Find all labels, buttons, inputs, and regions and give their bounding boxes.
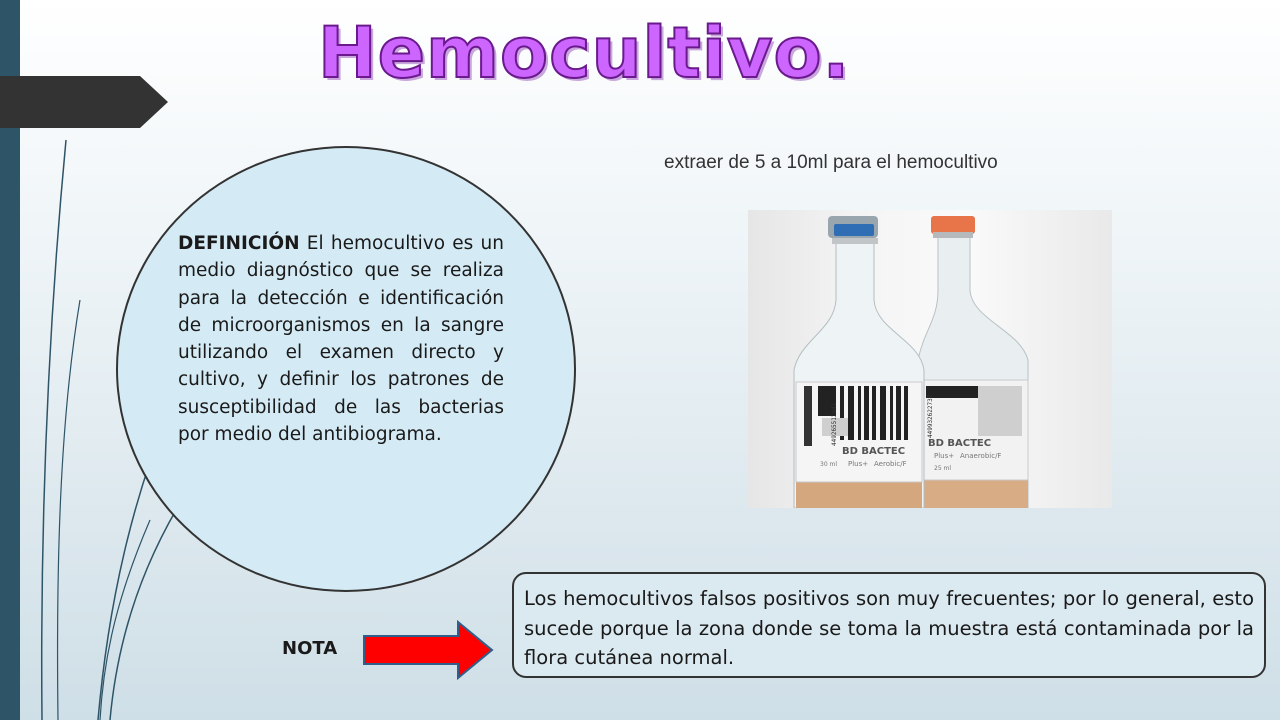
- right-bottle-barcode-number: 449932622737: [927, 394, 934, 438]
- left-bottle-brand: BD BACTEC: [842, 446, 906, 457]
- right-arrow-icon: [362, 620, 496, 680]
- left-bottle-line: Plus+: [848, 460, 869, 468]
- left-bottle-type: Aerobic/F: [874, 460, 907, 468]
- left-bottle-volume: 30 ml: [820, 461, 838, 468]
- dark-tab-shape: [0, 76, 168, 128]
- slide-title: Hemocultivo.: [318, 12, 851, 94]
- note-label: NOTA: [282, 638, 338, 659]
- definition-text: [178, 230, 504, 448]
- note-box: [512, 572, 1266, 678]
- definition-body: El hemocultivo es un medio diagnóstico que se realiza para la detección e identificación de microorganismos en la sangre utilizando el examen directo y cultivo, y definir los patrones de susceptibilidad de las bacterias por medio del antibiograma.: [178, 233, 504, 446]
- left-bottle-barcode-number: 449265512841: [831, 402, 838, 446]
- blood-culture-bottles-photo: [748, 210, 1112, 508]
- right-bottle-brand: BD BACTEC: [928, 438, 992, 449]
- note-text: Los hemocultivos falsos positivos son muy frecuentes; por lo general, esto sucede porque la zona donde se toma la muestra está contaminada por la flora cutánea normal.: [524, 587, 1254, 669]
- image-caption: extraer de 5 a 10ml para el hemocultivo: [664, 152, 998, 173]
- definition-term: DEFINICIÓN: [178, 233, 300, 254]
- right-bottle-type: Anaerobic/F: [960, 452, 1002, 460]
- right-bottle-line: Plus+: [934, 452, 955, 460]
- right-bottle-volume: 25 ml: [934, 465, 952, 472]
